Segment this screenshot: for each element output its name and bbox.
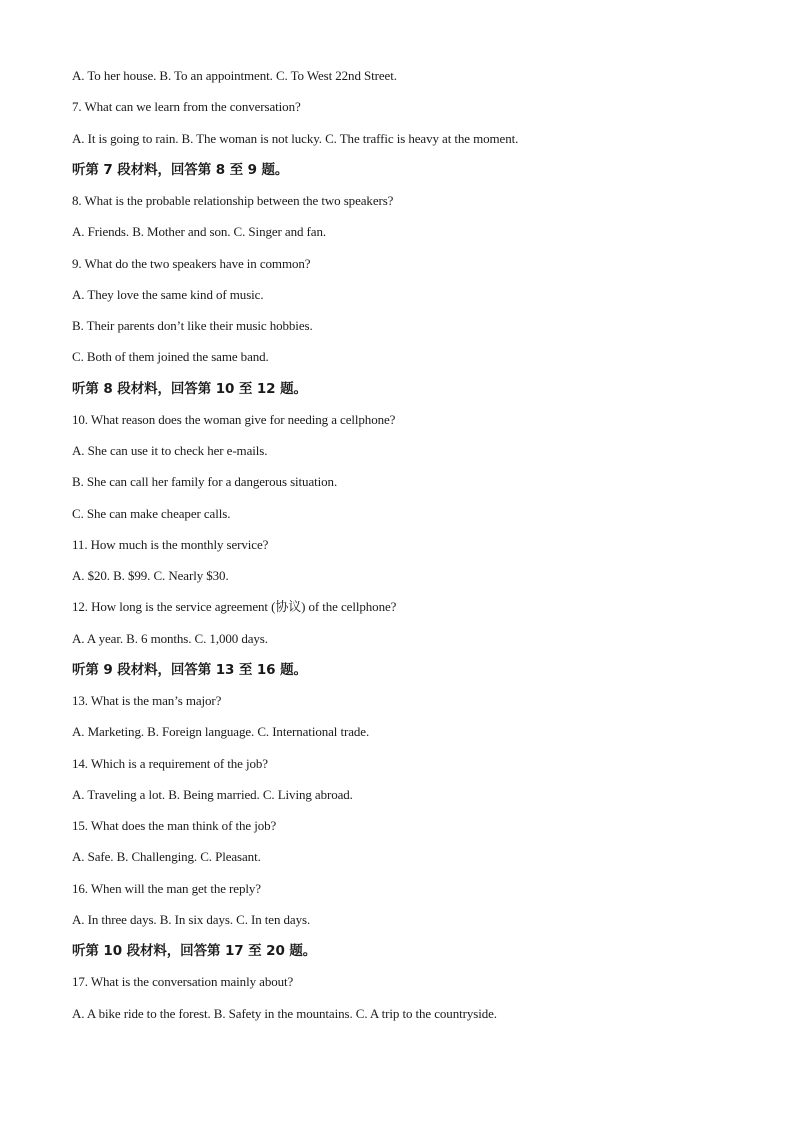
question-text: 11. How much is the monthly service? <box>72 536 269 552</box>
question-text: 16. When will the man get the reply? <box>72 880 261 896</box>
question-text: 15. What does the man think of the job? <box>72 818 277 833</box>
answer-options: A. In three days. B. In six days. C. In ten days. <box>72 911 311 927</box>
answer-options: A. A year. B. 6 months. C. 1,000 days. <box>72 630 268 646</box>
answer-options: A. $20. B. $99. C. Nearly $30. <box>72 568 229 583</box>
answer-option: A. They love the same kind of music. <box>72 286 264 302</box>
answer-options: A. To her house. B. To an appointment. C. To West 22nd Street. <box>72 68 397 83</box>
section-heading: 听第 8 段材料，回答第 10 至 12 题。 <box>72 380 307 397</box>
section-heading: 听第 9 段材料，回答第 13 至 16 题。 <box>72 661 307 678</box>
answer-option: B. Their parents don’t like their music hobbies. <box>72 318 313 333</box>
question-text: 9. What do the two speakers have in common? <box>72 255 311 271</box>
answer-option: C. She can make cheaper calls. <box>72 505 231 521</box>
exam-page <box>72 66 752 1035</box>
answer-option: A. She can use it to check her e-mails. <box>72 443 268 458</box>
answer-options: A. Traveling a lot. B. Being married. C. Living abroad. <box>72 786 353 802</box>
section-heading: 听第 7 段材料，回答第 8 至 9 题。 <box>72 161 289 178</box>
question-text: 7. What can we learn from the conversation? <box>72 99 301 115</box>
question-text: 10. What reason does the woman give for needing a cellphone? <box>72 411 396 427</box>
section-heading: 听第 10 段材料，回答第 17 至 20 题。 <box>72 943 317 959</box>
question-text: 8. What is the probable relationship between the two speakers? <box>72 193 394 208</box>
answer-options: A. It is going to rain. B. The woman is not lucky. C. The traffic is heavy at the moment. <box>72 130 519 146</box>
question-text: 13. What is the man’s major? <box>72 693 222 708</box>
answer-options: A. Friends. B. Mother and son. C. Singer and fan. <box>72 224 326 240</box>
answer-option: B. She can call her family for a dangerous situation. <box>72 474 338 490</box>
question-text: 14. Which is a requirement of the job? <box>72 755 268 771</box>
answer-options: A. A bike ride to the forest. B. Safety in the mountains. C. A trip to the countryside. <box>72 1005 497 1021</box>
question-text: 12. How long is the service agreement (协议) of the cellphone? <box>72 599 397 615</box>
answer-options: A. Marketing. B. Foreign language. C. International trade. <box>72 724 370 740</box>
answer-option: C. Both of them joined the same band. <box>72 349 269 365</box>
question-text: 17. What is the conversation mainly about? <box>72 974 294 990</box>
answer-options: A. Safe. B. Challenging. C. Pleasant. <box>72 849 261 865</box>
